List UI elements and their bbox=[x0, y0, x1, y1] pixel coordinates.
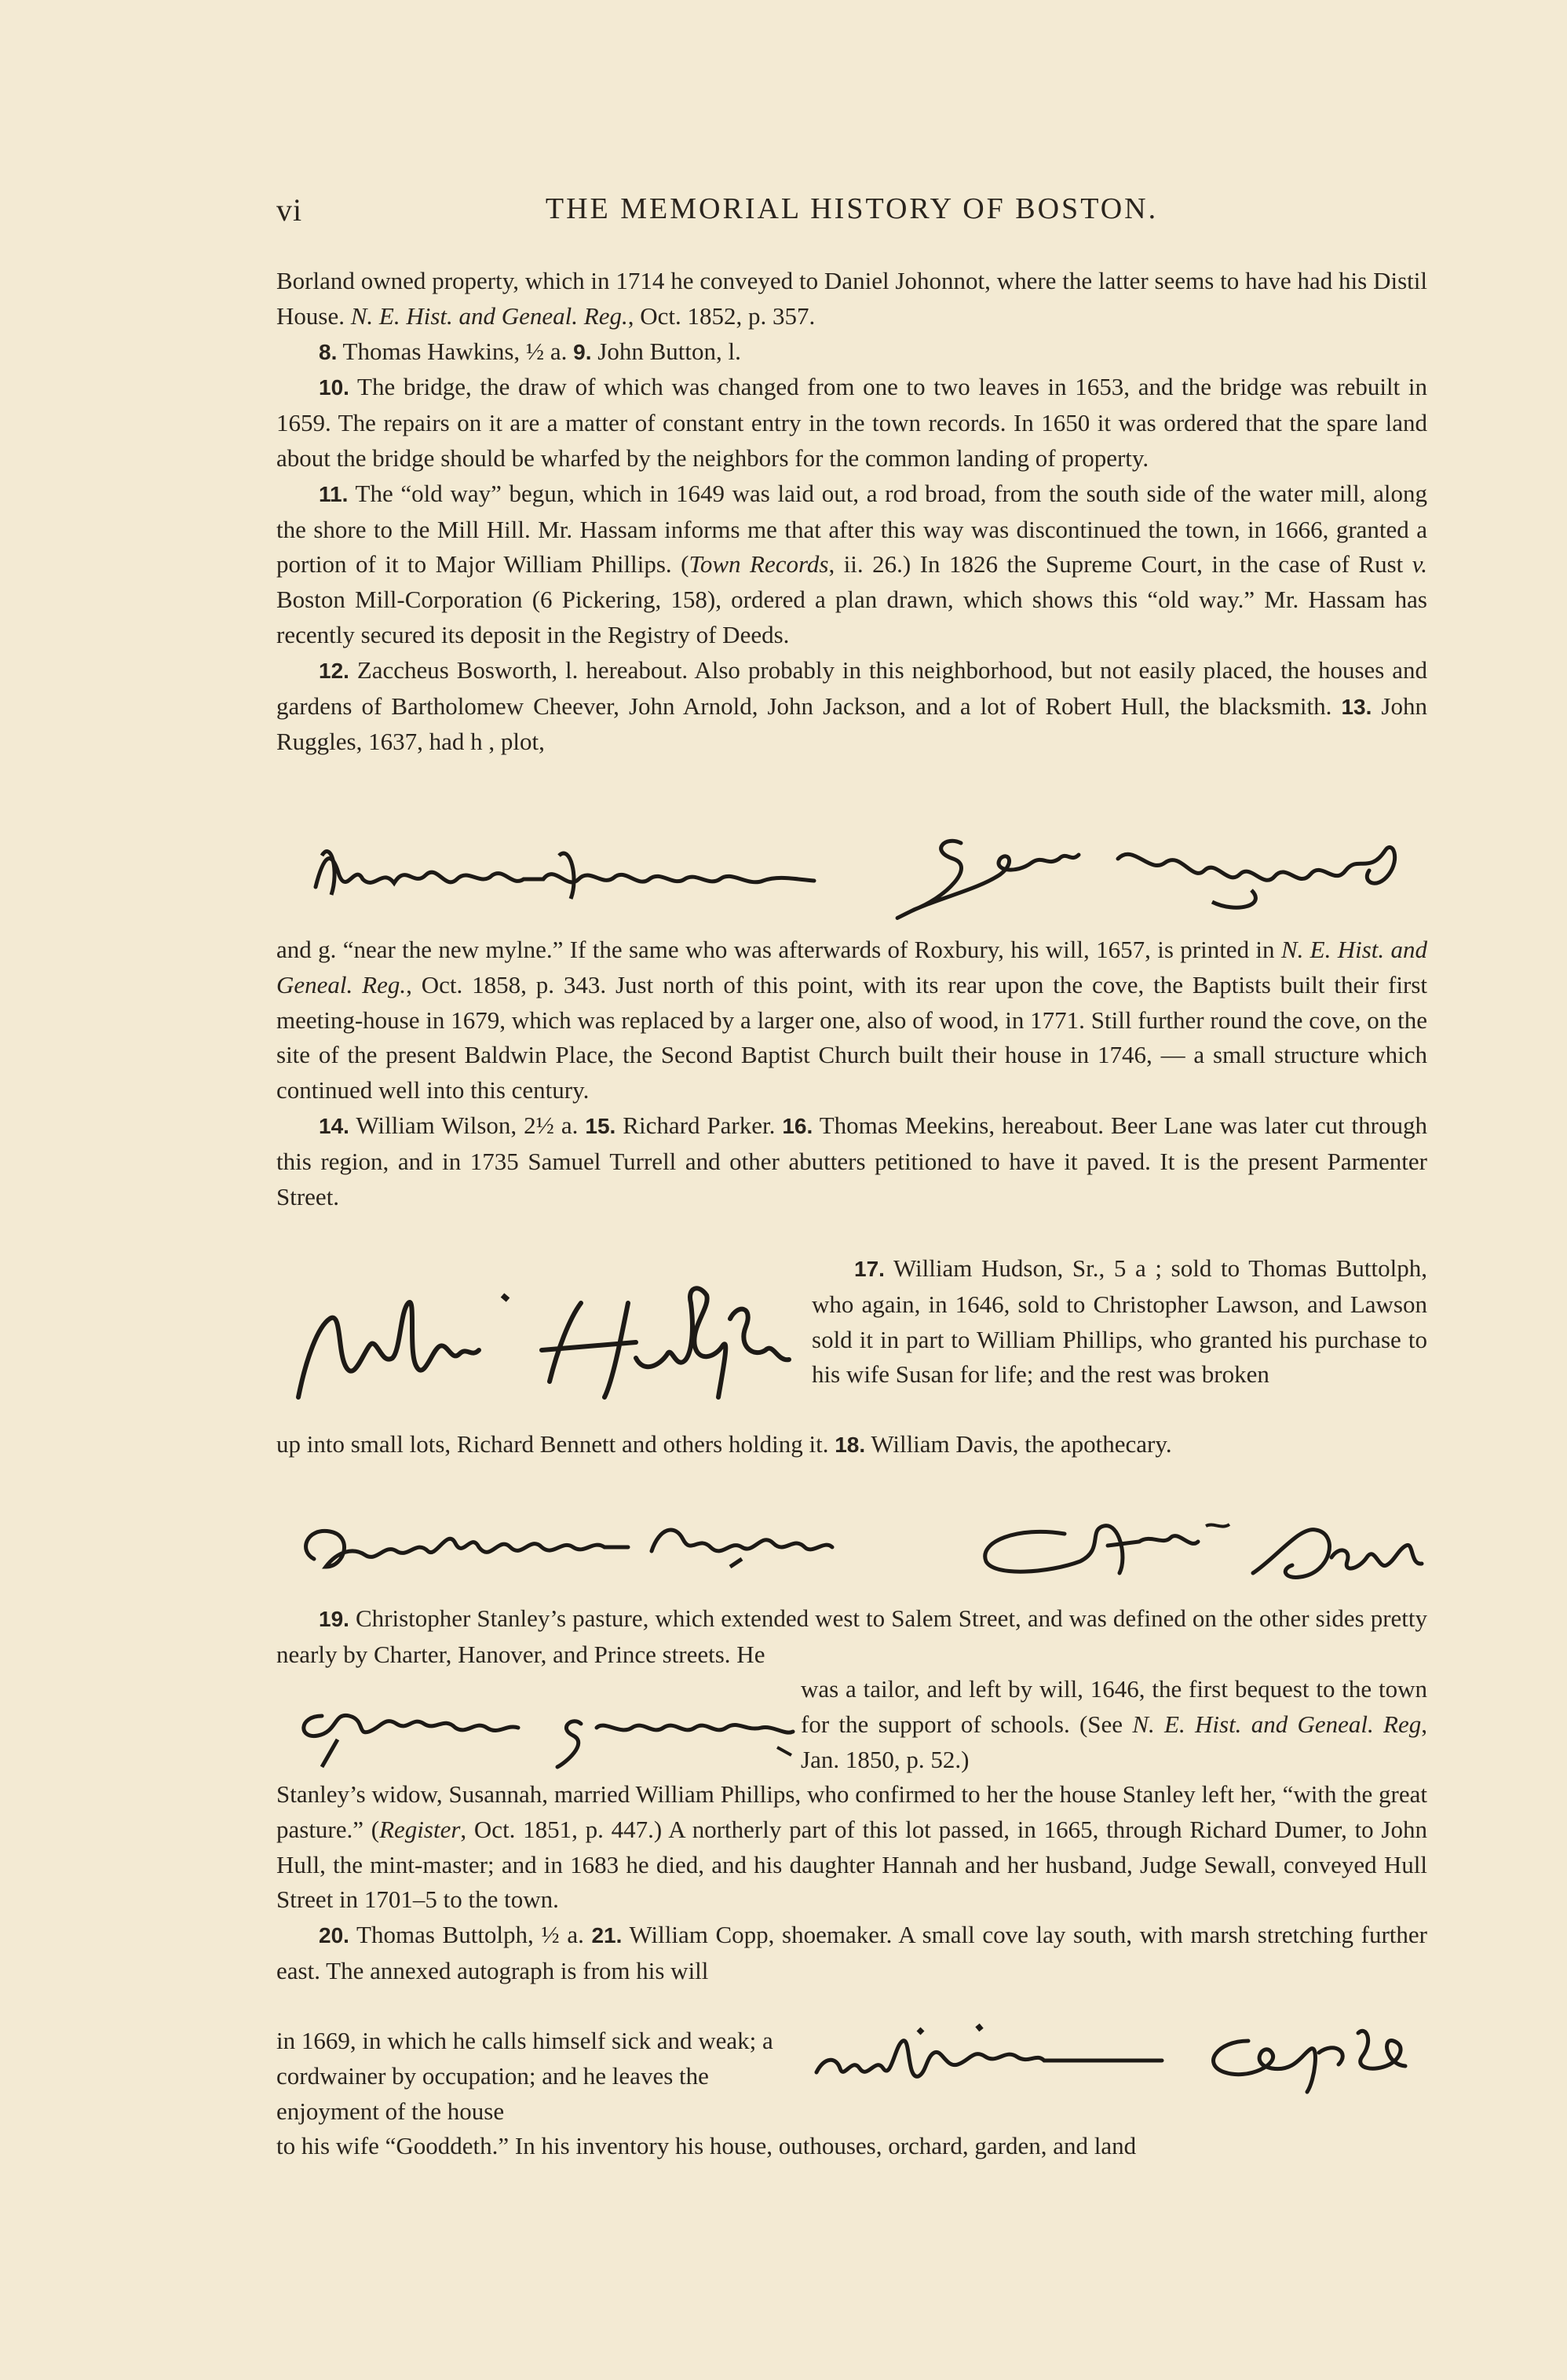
text-block-1 bbox=[276, 264, 1427, 760]
running-head: THE MEMORIAL HISTORY OF BOSTON. bbox=[545, 192, 1159, 225]
paragraph-20-21: 20. Thomas Buttolph, ½ a. 21. William Copp, shoemaker. A small cove lay south, with marsh stretching further east. The annexed autograph is from his will bbox=[276, 1921, 1427, 1984]
signature-bartholomew-cheever bbox=[308, 832, 826, 911]
page-header bbox=[276, 192, 1427, 239]
signature-christopher-lawson bbox=[290, 1504, 950, 1590]
signature-william-davis bbox=[970, 1502, 1434, 1589]
paragraph-21-wrap: in 1669, in which he calls himself sick and weak; a cordwainer by occupation; and he leaves the enjoyment of the house bbox=[276, 2027, 773, 2125]
text-block-2 bbox=[276, 933, 1427, 1214]
text-block-5 bbox=[276, 1777, 1427, 1989]
signature-william-copp bbox=[809, 2009, 1429, 2104]
paragraph-17-continued: up into small lots, Richard Bennett and others holding it. 18. William Davis, the apothecary. bbox=[276, 1430, 1172, 1458]
paragraph-12-13: 12. Zaccheus Bosworth, l. hereabout. Also probably in this neighborhood, but not easily placed, the houses and gardens of Bartholomew Cheever, John Arnold, John Jackson, and a lot of Robert Hull, the blacksmith. 13. John Ruggles, 1637, had h , plot, bbox=[276, 655, 1427, 756]
text-block-6 bbox=[276, 2129, 1427, 2164]
signature-john-ruggles bbox=[882, 827, 1416, 929]
paragraph-13-continued: and g. “near the new mylne.” If the same who was afterwards of Roxbury, his will, 1657, is printed in N. E. Hist. and Geneal. Reg., Oct. 1858, p. 343. Just north of this point, with its rear upon the cove, the Baptists built their first meeting-house in 1679, which was replaced by a larger one, also of wood, in 1771. Still further round the cove, on the site of the present Baldwin Place, the Second Baptist Church built their house in 1746, — a small structure which continued well into this century. bbox=[276, 936, 1427, 1104]
page-number: vi bbox=[276, 192, 303, 228]
paragraph-11: 11. The “old way” begun, which in 1649 was laid out, a rod broad, from the south side of the water mill, along the shore to the Mill Hill. Mr. Hassam informs me that after this way was discontinued the town, in 1666, granted a portion of it to Major William Phillips. (Town Records, ii. 26.) In 1826 the Supreme Court, in the case of Rust v. Boston Mill-Corporation (6 Pickering, 158), ordered a plan drawn, which shows this “old way.” Mr. Hassam has recently secured its deposit in the Registry of Deeds. bbox=[276, 479, 1427, 648]
paragraph-7-continued: Borland owned property, which in 1714 he conveyed to Daniel Johonnot, where the latter seems to have had his Distil House. N. E. Hist. and Geneal. Reg., Oct. 1852, p. 357. bbox=[276, 267, 1427, 330]
paragraph-14-16: 14. William Wilson, 2½ a. 15. Richard Parker. 16. Thomas Meekins, hereabout. Beer Lane was later cut through this region, and in 1735 Samuel Turrell and other abutters petitioned to have it paved. It is the present Parmenter Street. bbox=[276, 1111, 1427, 1210]
paragraph-19-wrap: was a tailor, and left by will, 1646, the first bequest to the town for the support of schools. (See N. E. Hist. and Geneal. Reg, Jan. 1850, p. 52.) bbox=[801, 1675, 1427, 1773]
paragraph-21-continued: to his wife “Gooddeth.” In his inventory his house, outhouses, orchard, garden, and land bbox=[276, 2132, 1137, 2159]
text-block-4 bbox=[276, 1601, 1427, 1673]
paragraph-10: 10. The bridge, the draw of which was changed from one to two leaves in 1653, and the bridge was rebuilt in 1659. The repairs on it are a matter of constant entry in the town records. In 1650 it was ordered that the spare land about the bridge should be wharfed by the neighbors for the common landing of property. bbox=[276, 373, 1427, 472]
signature-william-hudson bbox=[283, 1272, 801, 1413]
paragraph-19-continued: Stanley’s widow, Susannah, married William Phillips, who confirmed to her the house Stanley left her, “with the great pasture.” (Register, Oct. 1851, p. 447.) A northerly part of this lot passed, in 1665, through Richard Dumer, to John Hull, the mint-master; and in 1683 he died, and his daughter Hannah and her husband, Judge Sewall, conveyed Hull Street in 1701–5 to the town. bbox=[276, 1780, 1427, 1914]
paragraph-17-wrap: 17. William Hudson, Sr., 5 a ; sold to Thomas Buttolph, who again, in 1646, sold to Christopher Lawson, and Lawson sold it in part to William Phillips, who granted his purchase to his wife Susan for life; and the rest was broken bbox=[812, 1254, 1427, 1389]
paragraph-8-9: 8. Thomas Hawkins, ½ a. 9. John Button, l. bbox=[319, 337, 741, 365]
signature-christopher-stanley bbox=[290, 1692, 801, 1771]
paragraph-19: 19. Christopher Stanley’s pasture, which extended west to Salem Street, and was defined on the other sides pretty nearly by Charter, Hanover, and Prince streets. He bbox=[276, 1604, 1427, 1668]
text-block-3 bbox=[276, 1427, 1427, 1463]
